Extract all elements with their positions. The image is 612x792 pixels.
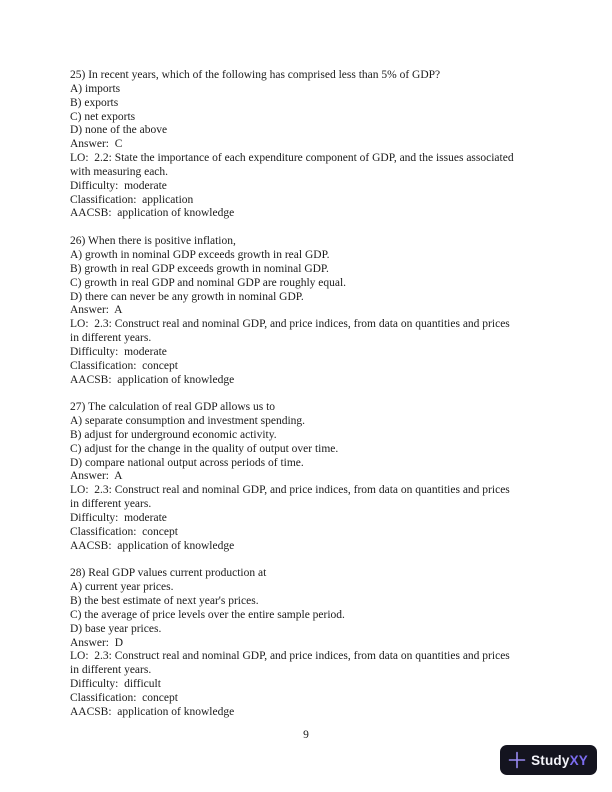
question-stem: 27) The calculation of real GDP allows us to xyxy=(70,401,276,414)
choice-b: B) adjust for underground economic activity. xyxy=(70,428,277,441)
question-block-26 xyxy=(70,235,548,387)
choice-a: A) imports xyxy=(70,82,121,95)
choice-b: B) growth in real GDP exceeds growth in nominal GDP. xyxy=(70,262,329,275)
question-stem: 26) When there is positive inflation, xyxy=(70,235,236,248)
choice-b: B) the best estimate of next year's prices. xyxy=(70,595,259,608)
choice-d: D) there can never be any growth in nominal GDP. xyxy=(70,290,304,303)
question-block-28 xyxy=(70,567,548,719)
choice-c: C) adjust for the change in the quality of output over time. xyxy=(70,442,339,455)
learning-objective-line-1: LO: 2.2: State the importance of each expenditure component of GDP, and the issues associated xyxy=(70,152,514,165)
studyxy-watermark xyxy=(500,745,597,775)
choice-c: C) the average of price levels over the entire sample period. xyxy=(70,608,345,621)
question-block-27 xyxy=(70,401,548,553)
learning-objective-line-1: LO: 2.3: Construct real and nominal GDP, and price indices, from data on quantities and prices xyxy=(70,484,510,497)
learning-objective-line-2: in different years. xyxy=(70,664,152,677)
page-number: 9 xyxy=(303,729,309,741)
brand-name xyxy=(531,753,588,768)
answer-line: Answer: D xyxy=(70,636,124,649)
learning-objective-line-1: LO: 2.3: Construct real and nominal GDP, and price indices, from data on quantities and prices xyxy=(70,650,510,663)
choice-c: C) net exports xyxy=(70,110,136,123)
classification-line: Classification: application xyxy=(70,193,194,206)
learning-objective-line-1: LO: 2.3: Construct real and nominal GDP, and price indices, from data on quantities and prices xyxy=(70,318,510,331)
difficulty-line: Difficulty: moderate xyxy=(70,512,167,524)
brand-name-accent: XY xyxy=(569,752,588,768)
choice-d: D) compare national output across periods of time. xyxy=(70,456,304,469)
question-block-25 xyxy=(70,69,548,221)
choice-d: D) base year prices. xyxy=(70,622,162,635)
choice-d: D) none of the above xyxy=(70,124,168,137)
choice-a: A) current year prices. xyxy=(70,581,174,594)
aacsb-line: AACSB: application of knowledge xyxy=(70,539,235,552)
learning-objective-line-2: with measuring each. xyxy=(70,165,169,178)
choice-b: B) exports xyxy=(70,96,119,109)
classification-line: Classification: concept xyxy=(70,359,178,372)
aacsb-line: AACSB: application of knowledge xyxy=(70,705,235,718)
answer-line: Answer: C xyxy=(70,138,123,151)
difficulty-line: Difficulty: difficult xyxy=(70,678,161,691)
question-stem: 28) Real GDP values current production at xyxy=(70,567,267,580)
choice-a: A) growth in nominal GDP exceeds growth in real GDP. xyxy=(70,248,330,261)
document-page xyxy=(70,69,548,734)
question-stem: 25) In recent years, which of the following has comprised less than 5% of GDP? xyxy=(70,69,441,81)
choice-a: A) separate consumption and investment spending. xyxy=(70,415,306,428)
aacsb-line: AACSB: application of knowledge xyxy=(70,207,235,220)
difficulty-line: Difficulty: moderate xyxy=(70,345,167,358)
learning-objective-line-2: in different years. xyxy=(70,332,152,345)
answer-line: Answer: A xyxy=(70,470,123,483)
classification-line: Classification: concept xyxy=(70,691,178,704)
learning-objective-line-2: in different years. xyxy=(70,498,152,511)
plus-icon xyxy=(508,751,526,769)
choice-c: C) growth in real GDP and nominal GDP are roughly equal. xyxy=(70,276,347,289)
classification-line: Classification: concept xyxy=(70,525,178,538)
aacsb-line: AACSB: application of knowledge xyxy=(70,373,235,386)
brand-name-primary: Study xyxy=(531,752,570,768)
difficulty-line: Difficulty: moderate xyxy=(70,179,167,192)
answer-line: Answer: A xyxy=(70,304,123,317)
